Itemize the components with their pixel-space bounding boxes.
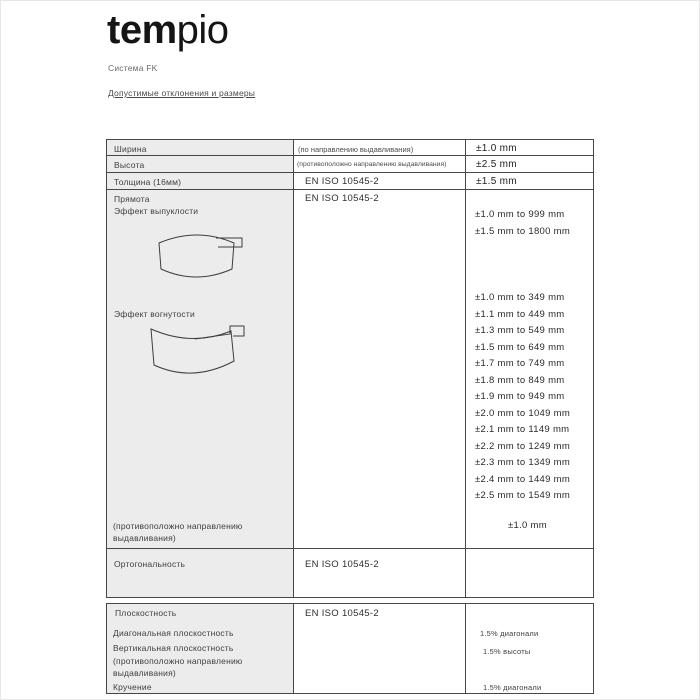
convexity-values bbox=[475, 207, 570, 240]
concave-value: ±1.8 mm to 849 mm bbox=[475, 374, 565, 386]
row-height-value: ±2.5 mm bbox=[476, 159, 517, 170]
table-row-straightness bbox=[107, 190, 593, 549]
concave-value: ±2.3 mm to 1349 mm bbox=[475, 457, 571, 468]
table-row-flatness bbox=[107, 604, 593, 693]
concave-value: ±1.7 mm to 749 mm bbox=[475, 358, 565, 369]
concavity-diagram bbox=[147, 323, 247, 383]
orthogonality-name: Ортогональность bbox=[114, 559, 186, 569]
table-row-height bbox=[107, 156, 593, 173]
flatness-vertical-sublabel: (противоположно направлению выдавливания) bbox=[113, 656, 243, 678]
concave-value: ±1.1 mm to 449 mm bbox=[475, 308, 565, 320]
row-height-name: Высота bbox=[107, 156, 294, 172]
orthogonality-cell-value bbox=[466, 549, 593, 597]
table-row-orthogonality bbox=[107, 549, 593, 597]
flatness-cell-values bbox=[466, 604, 593, 693]
table-row-width bbox=[107, 140, 593, 156]
convex-value: ±1.0 mm to 999 mm bbox=[475, 209, 565, 220]
flatness-diagonal-label: Диагональная плоскостность bbox=[113, 628, 234, 638]
concave-value: ±2.4 mm to 1449 mm bbox=[475, 473, 571, 485]
flatness-torsion-value: 1.5% диагонали bbox=[483, 683, 542, 692]
flatness-vertical-value: 1.5% высоты bbox=[483, 647, 531, 656]
flatness-table bbox=[106, 603, 594, 694]
convexity-label: Эффект выпуклости bbox=[114, 206, 199, 216]
row-width-value: ±1.0 mm bbox=[476, 143, 517, 154]
row-thickness-method: EN ISO 10545-2 bbox=[294, 173, 466, 189]
logo-light-part: pio bbox=[176, 8, 229, 52]
row-thickness-name: Толщина (16мм) bbox=[107, 173, 294, 189]
flatness-diagonal-value: 1.5% диагонали bbox=[480, 629, 539, 638]
flatness-cell-method bbox=[294, 604, 466, 693]
straightness-method: EN ISO 10545-2 bbox=[305, 193, 379, 204]
orthogonality-cell-name bbox=[107, 549, 294, 597]
row-thickness-value: ±1.5 mm bbox=[476, 176, 517, 187]
tolerance-table bbox=[106, 139, 594, 598]
row-height-method: (противоположно направлению выдавливания) bbox=[294, 156, 466, 172]
orthogonality-method: EN ISO 10545-2 bbox=[305, 559, 379, 570]
concave-value: ±1.3 mm to 549 mm bbox=[475, 325, 565, 336]
straightness-cell-left bbox=[107, 190, 294, 548]
system-label: Система FK bbox=[108, 63, 158, 73]
straightness-cell-method bbox=[294, 190, 466, 548]
deviations-link[interactable]: Допустимые отклонения и размеры bbox=[108, 88, 256, 98]
brand-logo bbox=[107, 7, 229, 53]
logo-bold-part: tem bbox=[107, 8, 177, 52]
convexity-diagram bbox=[152, 223, 244, 287]
concave-value: ±2.1 mm to 1149 mm bbox=[475, 424, 570, 435]
concave-value: ±1.0 mm to 349 mm bbox=[475, 292, 565, 303]
concave-value: ±2.5 mm to 1549 mm bbox=[475, 490, 571, 501]
row-width-method: (по направлению выдавливания) bbox=[294, 140, 466, 155]
concavity-values bbox=[475, 290, 570, 505]
straightness-opposite-label: (противоположно направлению выдавливания) bbox=[113, 521, 243, 543]
flatness-method: EN ISO 10545-2 bbox=[305, 608, 379, 619]
concavity-label: Эффект вогнутости bbox=[114, 309, 195, 319]
concave-value: ±1.9 mm to 949 mm bbox=[475, 391, 565, 402]
concave-value: ±2.0 mm to 1049 mm bbox=[475, 407, 571, 419]
concave-value: ±2.2 mm to 1249 mm bbox=[475, 440, 571, 452]
straightness-name: Прямота bbox=[114, 194, 150, 204]
row-width-name: Ширина bbox=[107, 140, 294, 155]
table-row-thickness bbox=[107, 173, 593, 190]
convex-value: ±1.5 mm to 1800 mm bbox=[475, 225, 571, 237]
flatness-vertical-label: Вертикальная плоскостность bbox=[113, 643, 234, 653]
orthogonality-cell-method bbox=[294, 549, 466, 597]
flatness-torsion-label: Кручение bbox=[113, 682, 152, 692]
straightness-opposite-value: ±1.0 mm bbox=[508, 520, 547, 531]
concave-value: ±1.5 mm to 649 mm bbox=[475, 341, 565, 353]
straightness-cell-values bbox=[466, 190, 593, 548]
flatness-cell-left bbox=[107, 604, 294, 693]
flatness-name: Плоскостность bbox=[115, 608, 177, 618]
